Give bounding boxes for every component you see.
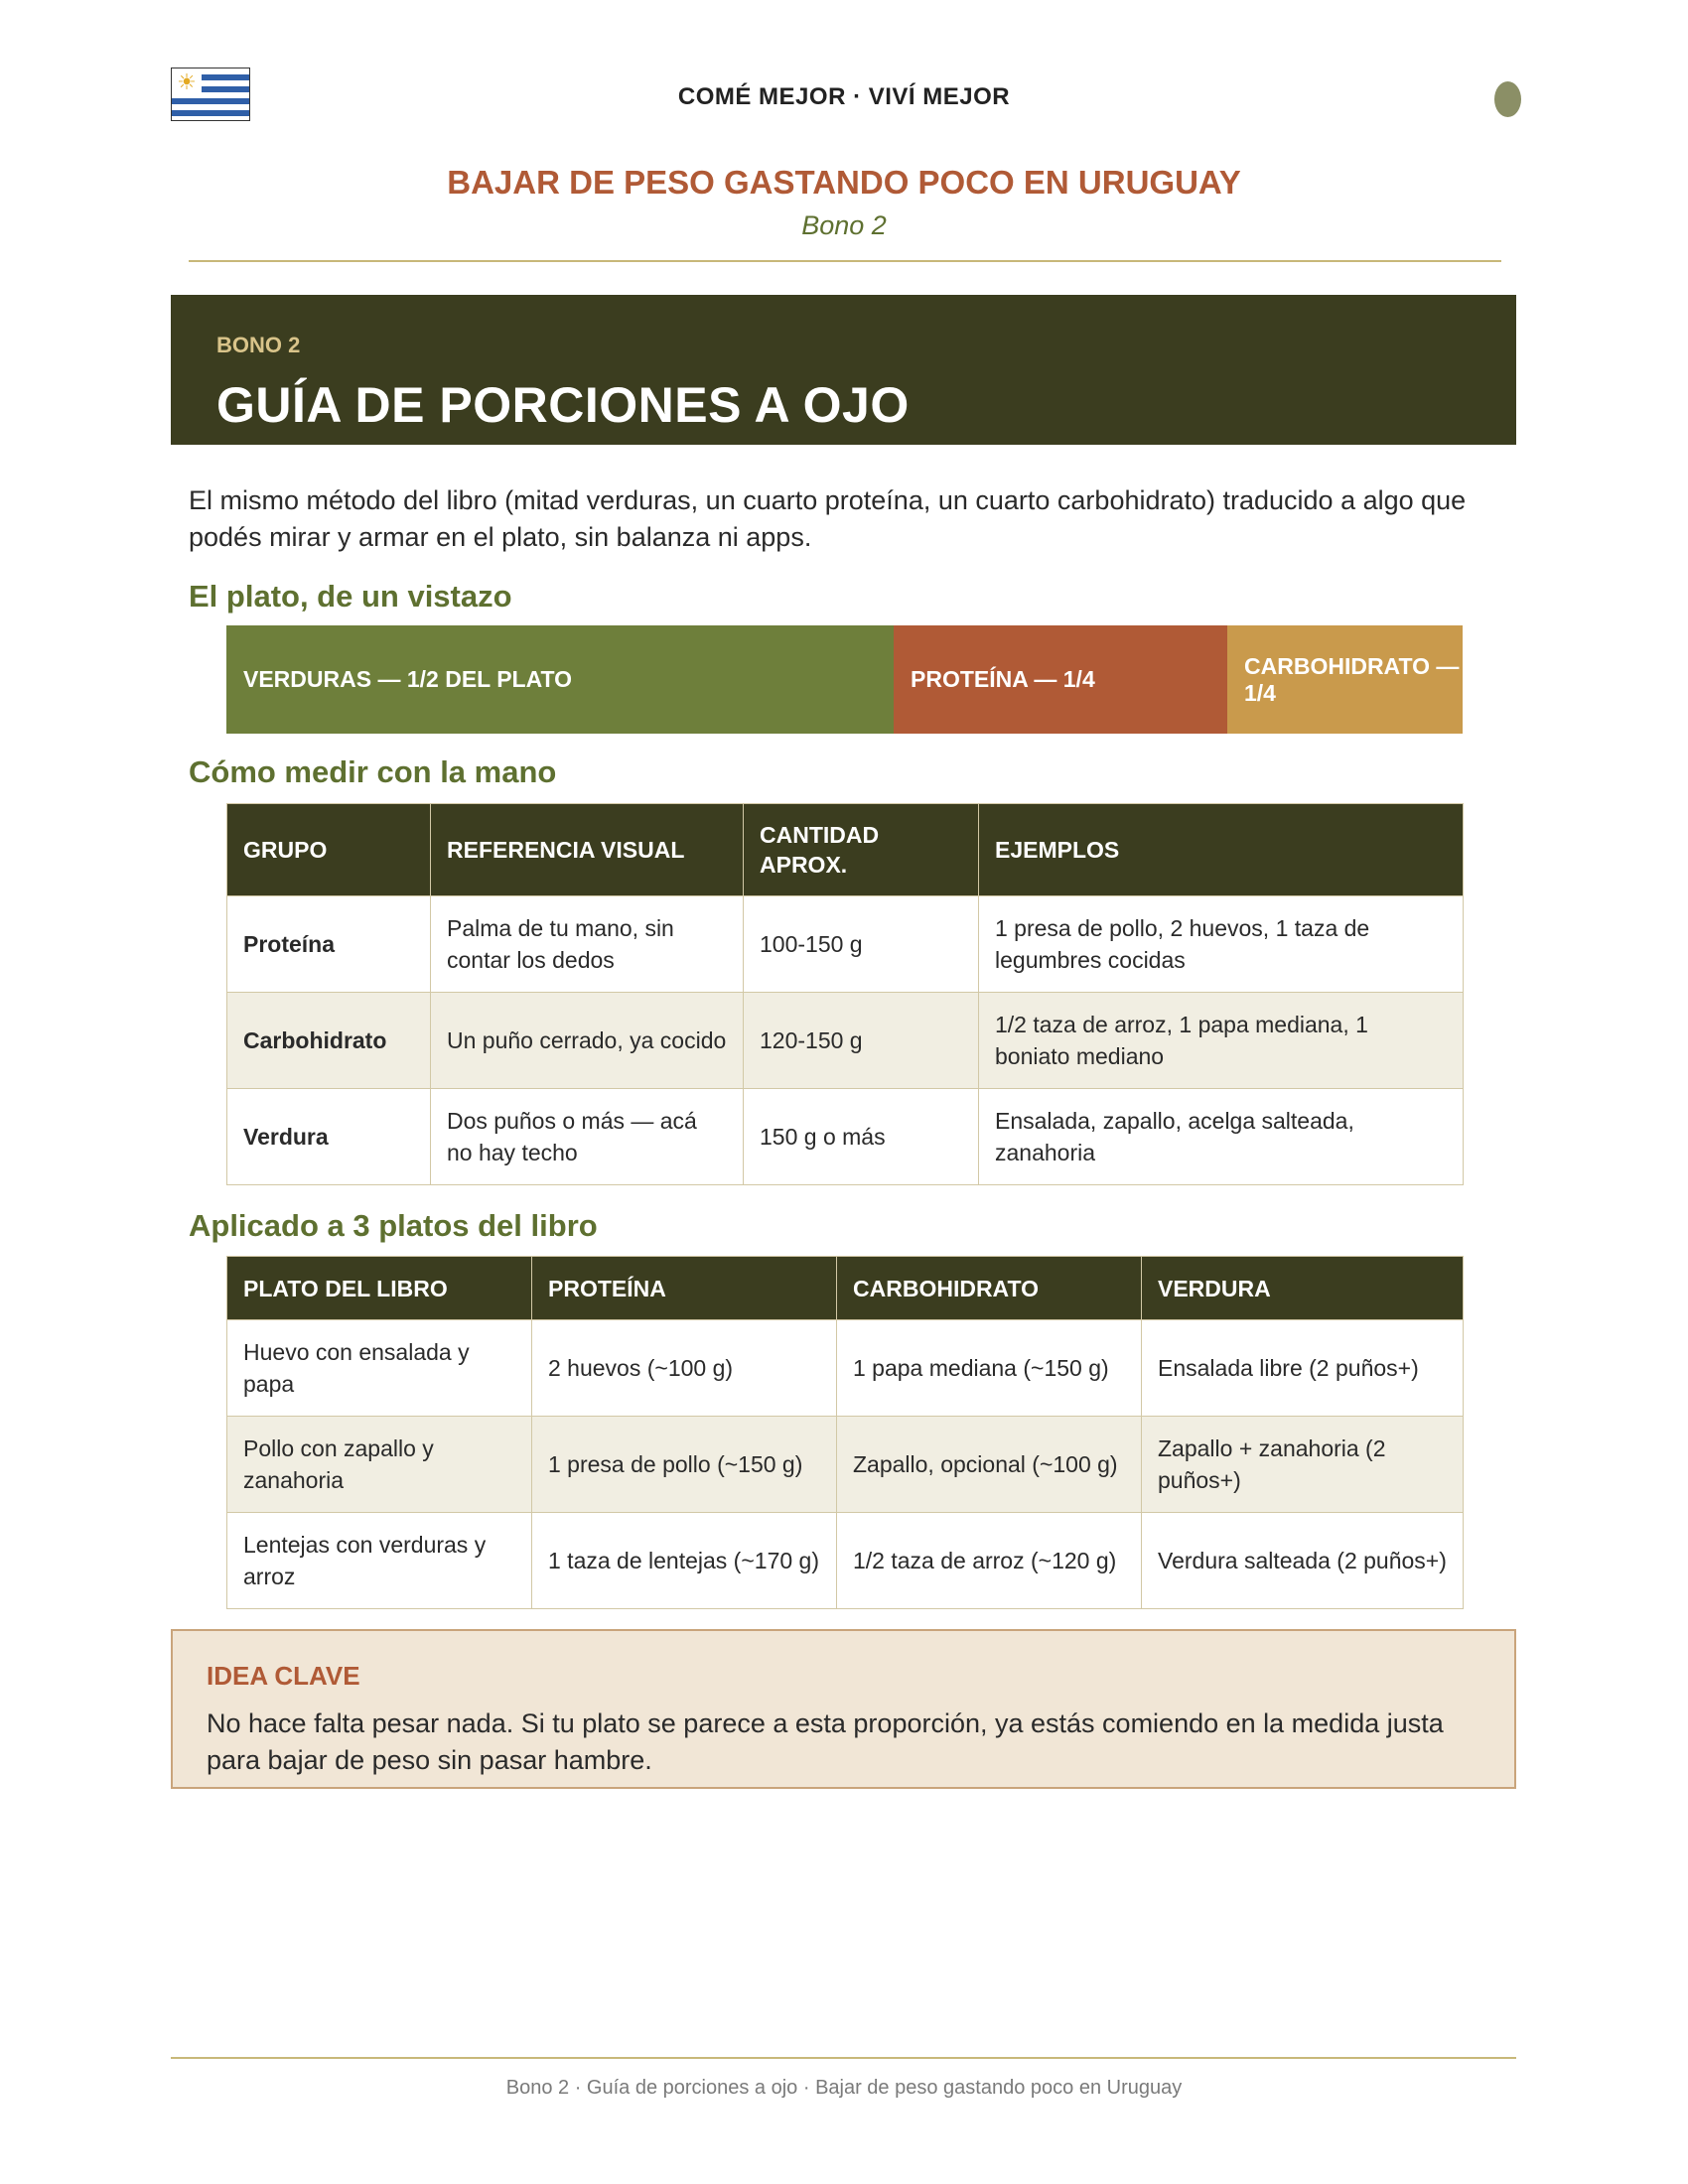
plate-segment-proteina (894, 625, 1227, 734)
applied-section-heading: Aplicado a 3 platos del libro (189, 1208, 598, 1243)
table-cell: Verdura salteada (2 puños+) (1142, 1513, 1464, 1609)
table-cell: 1/2 taza de arroz (~120 g) (837, 1513, 1142, 1609)
applied-dishes-table (226, 1256, 1464, 1609)
column-header: CARBOHIDRATO (837, 1257, 1142, 1320)
column-header: VERDURA (1142, 1257, 1464, 1320)
table-cell: Palma de tu mano, sin contar los dedos (431, 896, 744, 993)
table-row (227, 896, 1464, 993)
table-cell: Carbohidrato (227, 993, 431, 1089)
column-header: EJEMPLOS (979, 804, 1464, 896)
table-row (227, 1320, 1464, 1417)
hand-section-heading: Cómo medir con la mano (189, 754, 557, 789)
plate-segment-label: PROTEÍNA — 1/4 (911, 666, 1095, 692)
title-divider (189, 260, 1501, 262)
table-cell: Dos puños o más — acá no hay techo (431, 1089, 744, 1185)
document-subtitle: Bono 2 (801, 210, 887, 240)
table-cell: Ensalada libre (2 puños+) (1142, 1320, 1464, 1417)
plate-proportion-bar (226, 625, 1463, 734)
hand-measure-table (226, 803, 1464, 1185)
table-cell: Un puño cerrado, ya cocido (431, 993, 744, 1089)
column-header: GRUPO (227, 804, 431, 896)
table-cell: 100-150 g (744, 896, 979, 993)
column-header: REFERENCIA VISUAL (431, 804, 744, 896)
table-row (227, 1417, 1464, 1513)
banner-heading: GUÍA DE PORCIONES A OJO (216, 377, 910, 433)
table-row (227, 993, 1464, 1089)
table-cell: 1 presa de pollo, 2 huevos, 1 taza de legumbres cocidas (979, 896, 1464, 993)
table-cell: 150 g o más (744, 1089, 979, 1185)
table-row (227, 1513, 1464, 1609)
intro-paragraph: El mismo método del libro (mitad verduras, un cuarto proteína, un cuarto carbohidrato) traducido a algo que podés mirar y armar en el plato, sin balanza ni apps. (189, 485, 1467, 552)
footer-divider (171, 2057, 1516, 2059)
table-cell: 1 papa mediana (~150 g) (837, 1320, 1142, 1417)
table-cell: Lentejas con verduras y arroz (227, 1513, 532, 1609)
section-banner (171, 295, 1516, 445)
table-cell: Pollo con zapallo y zanahoria (227, 1417, 532, 1513)
plate-segment-carbohidrato (1227, 625, 1463, 734)
table-header-row (227, 804, 1464, 896)
page-footer: Bono 2 · Guía de porciones a ojo · Bajar de peso gastando poco en Uruguay (505, 2077, 1183, 2099)
column-header: PROTEÍNA (532, 1257, 837, 1320)
column-header: CANTIDAD APROX. (744, 804, 979, 896)
banner-kicker: BONO 2 (216, 333, 301, 357)
table-cell: 2 huevos (~100 g) (532, 1320, 837, 1417)
table-cell: Zapallo, opcional (~100 g) (837, 1417, 1142, 1513)
callout-title: IDEA CLAVE (207, 1661, 360, 1691)
running-header-title: COMÉ MEJOR · VIVÍ MEJOR (677, 83, 1011, 110)
table-cell: 1/2 taza de arroz, 1 papa mediana, 1 boniato mediano (979, 993, 1464, 1089)
table-cell: Huevo con ensalada y papa (227, 1320, 532, 1417)
plate-segment-label: CARBOHIDRATO — 1/4 (1244, 652, 1460, 706)
table-header-row (227, 1257, 1464, 1320)
table-cell: 1 taza de lentejas (~170 g) (532, 1513, 837, 1609)
table-cell: 1 presa de pollo (~150 g) (532, 1417, 837, 1513)
sun-icon: ☀ (172, 68, 202, 96)
table-row (227, 1089, 1464, 1185)
table-cell: Proteína (227, 896, 431, 993)
plate-segment-label: VERDURAS — 1/2 DEL PLATO (243, 666, 573, 692)
column-header: PLATO DEL LIBRO (227, 1257, 532, 1320)
table-cell: Zapallo + zanahoria (2 puños+) (1142, 1417, 1464, 1513)
table-cell: Verdura (227, 1089, 431, 1185)
olive-dot-icon (1494, 81, 1521, 117)
table-cell: 120-150 g (744, 993, 979, 1089)
key-idea-callout (171, 1629, 1516, 1789)
table-cell: Ensalada, zapallo, acelga salteada, zanahoria (979, 1089, 1464, 1185)
document-title: BAJAR DE PESO GASTANDO POCO EN URUGUAY (447, 164, 1241, 201)
callout-text: No hace falta pesar nada. Si tu plato se parece a esta proporción, ya estás comiendo en la medida justa para bajar de peso sin pasar hambre. (207, 1708, 1444, 1775)
plate-section-heading: El plato, de un vistazo (189, 579, 512, 614)
plate-segment-verduras (226, 625, 894, 734)
